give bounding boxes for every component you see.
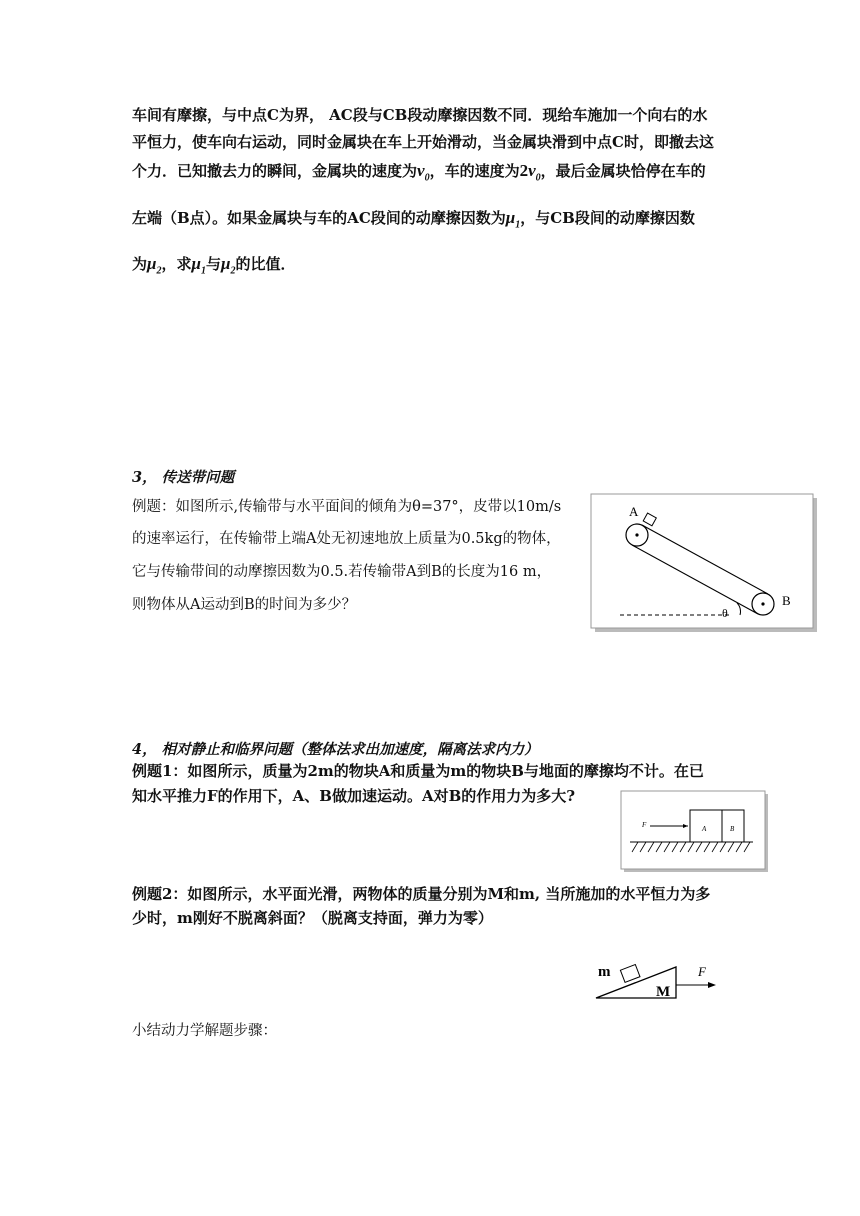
- math-mu1: $\mu_1$: [191, 254, 206, 277]
- math-mu2: $\mu_2$: [220, 254, 236, 277]
- section-3-heading: 3， 传送带问题: [132, 469, 235, 486]
- s3-line-1: 例题：如图所示,传输带与水平面间的倾角为θ=37°，皮带以10m/s: [132, 499, 562, 515]
- problem-line-5: 为$\mu_2$，求$\mu_1$与$\mu_2$的比值．: [132, 254, 296, 277]
- s3-line-3: 它与传输带间的动摩擦因数为0.5.若传输带A到B的长度为16 m，: [132, 564, 552, 580]
- s4-example1-line-1: 例题1：如图所示，质量为2m的物块A和质量为m的物块B与地面的摩擦均不计。在已: [132, 762, 704, 780]
- problem-line-3: 个力．已知撤去力的瞬间，金属块的速度为$v_0$，车的速度为$2v_0$，最后金属块恰停在车的: [132, 161, 706, 184]
- text: ，与CB段间的动摩擦因数: [520, 209, 695, 227]
- problem-line-2: 平恒力，使车向右运动，同时金属块在车上开始滑动，当金属块滑到中点C时，即撤去这: [132, 133, 714, 151]
- label-b: B: [782, 593, 791, 608]
- blocks-figure: [620, 790, 770, 874]
- incline-figure: [594, 954, 724, 1004]
- text: ，车的速度为: [429, 162, 520, 180]
- problem-line-1: 车间有摩擦，与中点C为界， AC段与CB段动摩擦因数不同．现给车施加一个向右的水: [132, 106, 708, 124]
- label-force: F: [698, 964, 706, 979]
- label-a: A: [702, 825, 707, 833]
- summary-line: 小结动力学解题步骤：: [132, 1023, 277, 1039]
- label-big-m: M: [656, 984, 671, 1000]
- label-theta: θ: [722, 606, 728, 620]
- problem-line-4: [132, 207, 695, 236]
- math-mu1: $\mu_1$: [505, 208, 521, 231]
- s3-line-2: 的速率运行，在传输带上端A处无初速地放上质量为0.5kg的物体，: [132, 531, 561, 547]
- text: 个力．已知撤去力的瞬间，金属块的速度为: [132, 162, 418, 180]
- s4-example1-line-2: 知水平推力F的作用下，A、B做加速运动。A对B的作用力为多大?: [132, 787, 576, 805]
- label-b: B: [730, 825, 735, 833]
- s4-example2-line-1: 例题2：如图所示，水平面光滑，两物体的质量分别为M和m, 当所施加的水平恒力为多: [132, 885, 711, 903]
- label-f: F: [642, 821, 647, 829]
- text: ，最后金属块恰停在车的: [540, 162, 706, 180]
- math-v0: $v_0$: [417, 161, 430, 184]
- conveyor-belt-figure: [590, 493, 822, 637]
- s4-example2-line-2: 少时，m刚好不脱离斜面？（脱离支持面，弹力为零）: [132, 909, 493, 927]
- s3-line-4: 则物体从A运动到B的时间为多少？: [132, 597, 357, 613]
- math-v0: $v_0$: [528, 161, 541, 184]
- label-m: m: [598, 964, 611, 980]
- section-4-heading: 4， 相对静止和临界问题（整体法求出加速度，隔离法求内力）: [132, 741, 539, 758]
- math-mu2: $\mu_2$: [147, 254, 162, 277]
- text: 左端（B点）。如果金属块与车的AC段间的动摩擦因数为: [132, 209, 506, 227]
- label-a: A: [629, 504, 639, 519]
